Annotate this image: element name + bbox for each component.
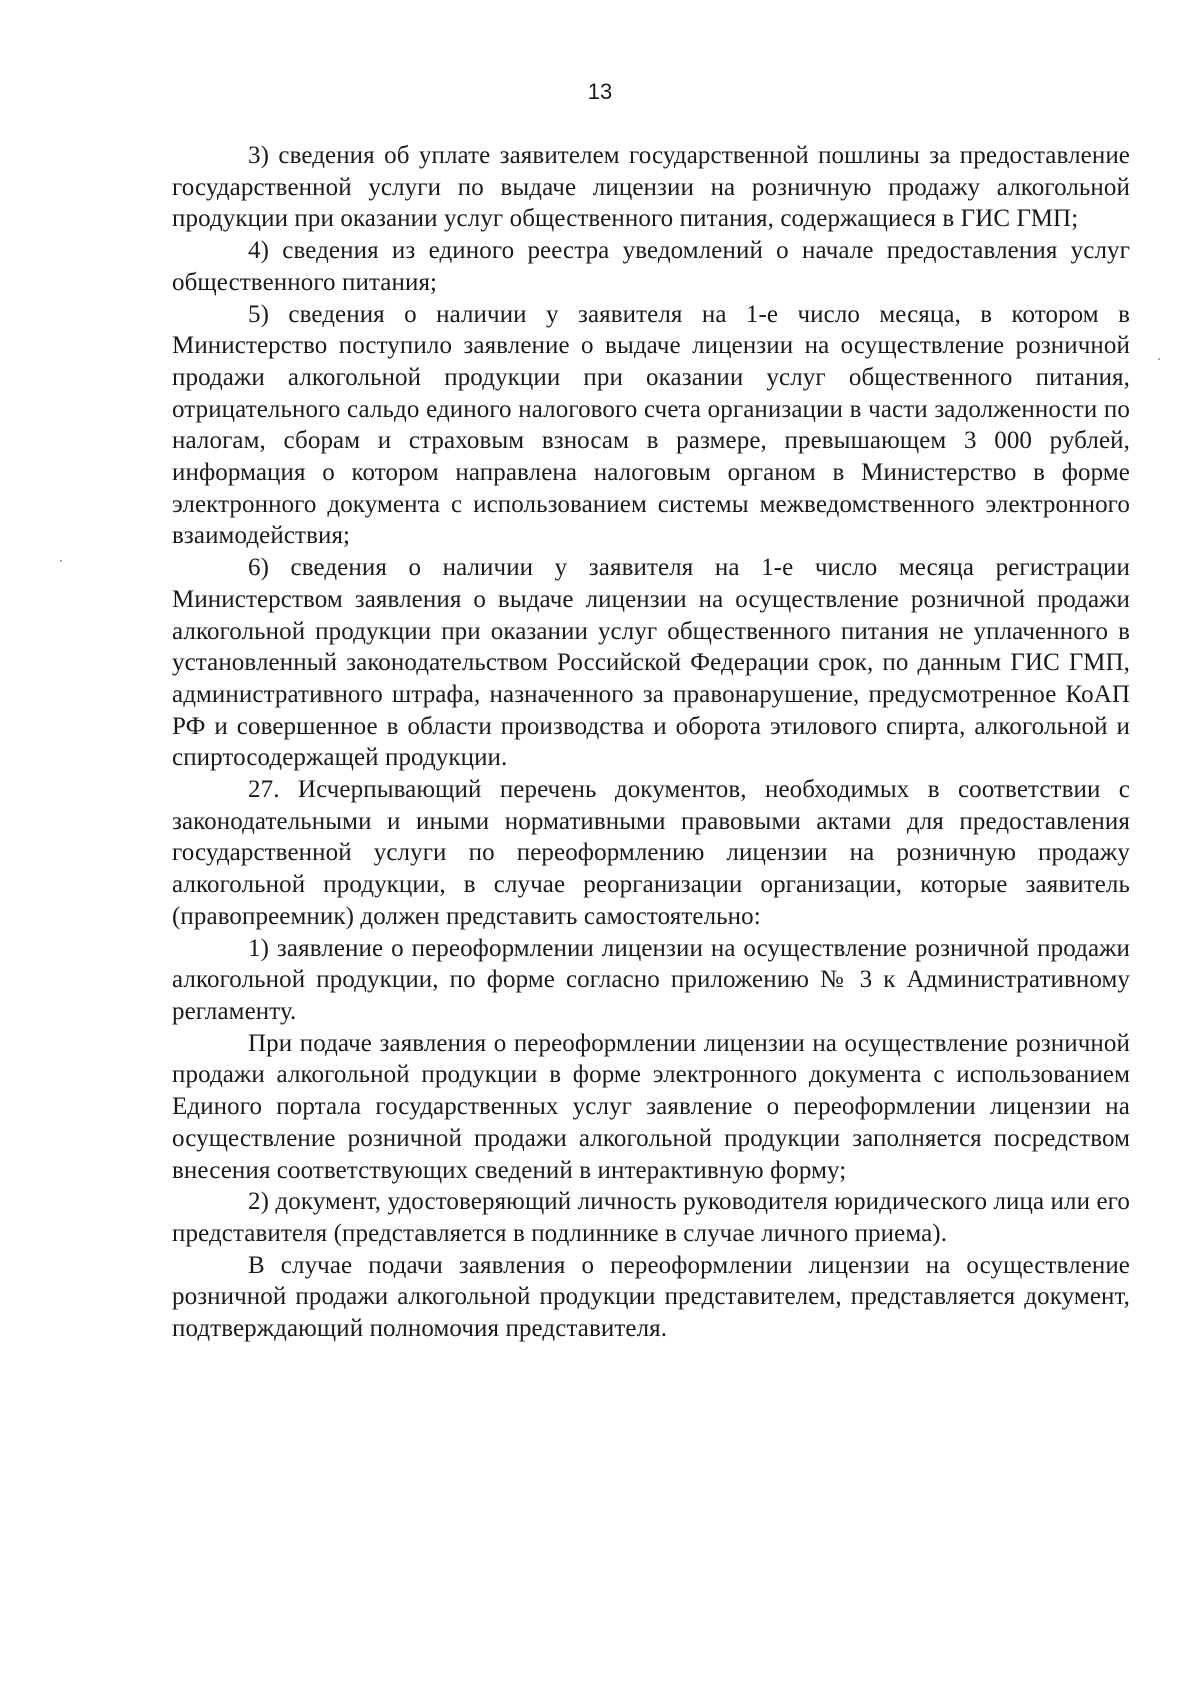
page-number: 13 — [587, 79, 613, 104]
paragraph-item-3: 3) сведения об уплате заявителем государственной пошлины за предоставление государственной услуги по выдаче лицензии на розничную продажу алкогольной продукции при оказании услуг общественного питания, содержащиеся в ГИС ГМП; — [172, 142, 1130, 233]
paragraph-clause-27: 27. Исчерпывающий перечень документов, необходимых в соответствии с законодательными и иными нормативными правовыми актами для предоставления государственной услуги по переоформлению лицензии на розничную продажу алкогольной продукции, в случае реорганизации организации, которые заявитель (правопреемник) должен представить самостоятельно: — [172, 776, 1130, 930]
scan-speck — [1158, 358, 1160, 360]
paragraph-item-5: 5) сведения о наличии у заявителя на 1-е число месяца, в котором в Министерство поступило заявление о выдаче лицензии на осуществление розничной продажи алкогольной продукции при оказании услуг общественного питания, отрицательного сальдо единого налогового счета организации в части задолженности по налогам, сборам и страховым взносам в размере, превышающем 3 000 рублей, информация о котором направлена налоговым органом в Министерство в форме электронного документа с использованием системы межведомственного электронного взаимодействия; — [172, 300, 1130, 550]
paragraph-representative: В случае подачи заявления о переоформлении лицензии на осуществление розничной продажи алкогольной продукции представителем, представляется документ, подтверждающий полномочия представителя. — [172, 1251, 1130, 1343]
paragraph-doc-1: 1) заявление о переоформлении лицензии на осуществление розничной продажи алкогольной продукции, по форме согласно приложению № 3 к Административному регламенту. — [172, 934, 1130, 1025]
scan-speck — [60, 560, 62, 562]
paragraph-doc-2: 2) документ, удостоверяющий личность руководителя юридического лица или его представителя (представляется в подлиннике в случае личного приема). — [172, 1188, 1130, 1247]
paragraph-item-4: 4) сведения из единого реестра уведомлений о начале предоставления услуг общественного питания; — [172, 237, 1130, 296]
paragraph-item-6: 6) сведения о наличии у заявителя на 1-е число месяца регистрации Министерством заявления о выдаче лицензии на осуществление розничной продажи алкогольной продукции при оказании услуг общественного питания не уплаченного в установленный законодательством Российской Федерации срок, по данным ГИС ГМП, административного штрафа, назначенного за правонарушение, предусмотренное КоАП РФ и совершенное в области производства и оборота этилового спирта, алкогольной и спиртосодержащей продукции. — [172, 554, 1130, 772]
document-body — [172, 140, 1130, 1345]
paragraph-electronic-submission: При подаче заявления о переоформлении лицензии на осуществление розничной продажи алкогольной продукции в форме электронного документа с использованием Единого портала государственных услуг заявление о переоформлении лицензии на осуществление розничной продажи алкогольной продукции заполняется посредством внесения соответствующих сведений в интерактивную форму; — [172, 1029, 1130, 1184]
